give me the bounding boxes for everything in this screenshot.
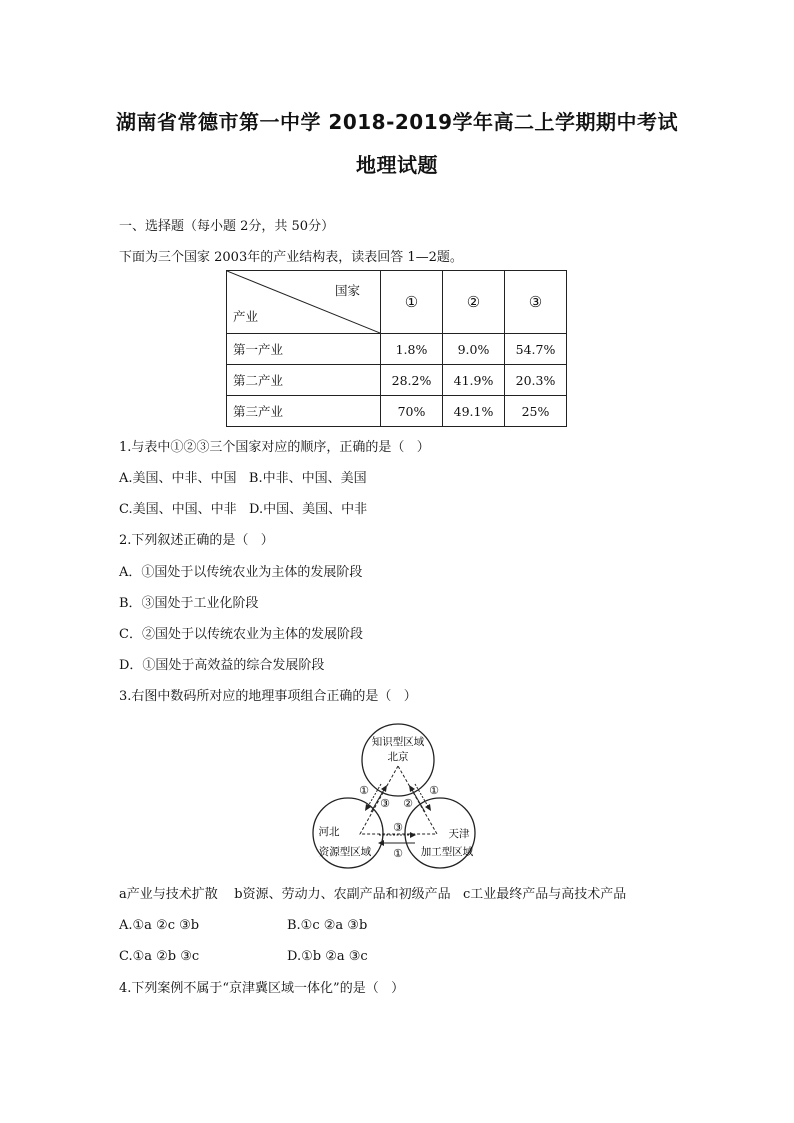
num-3-left: ③	[380, 797, 390, 810]
regional-relationship-diagram	[305, 722, 485, 874]
table-row	[227, 365, 567, 396]
industry-structure-table	[226, 270, 567, 427]
column-header: ③	[505, 271, 567, 334]
table-cell: 70%	[381, 396, 443, 427]
num-1-bottom: ①	[393, 847, 403, 860]
row-label: 第二产业	[227, 365, 381, 396]
header-country: 国家	[334, 283, 360, 298]
question-2-option-c: C．②国处于以传统农业为主体的发展阶段	[119, 627, 363, 642]
table-header-row	[227, 271, 567, 334]
table-cell: 9.0%	[443, 334, 505, 365]
question-2-option-a: A．①国处于以传统农业为主体的发展阶段	[119, 565, 363, 580]
question-1-options-cd: C.美国、中国、中非 D.中国、美国、中非	[119, 502, 368, 517]
question-2-stem: 2.下列叙述正确的是（ ）	[119, 533, 274, 548]
table-cell: 25%	[505, 396, 567, 427]
tianjin-label-2: 加工型区域	[420, 846, 474, 858]
question-1-options-ab: A.美国、中非、中国 B.中非、中国、美国	[119, 471, 367, 486]
beijing-label-1: 知识型区域	[371, 736, 425, 748]
hebei-label-1: 河北	[318, 826, 340, 838]
row-label: 第三产业	[227, 396, 381, 427]
num-1-left: ①	[359, 784, 369, 797]
question-3-legend: a产业与技术扩散 b资源、劳动力、农副产品和初级产品 c工业最终产品与高技术产品	[119, 887, 627, 902]
question-3-option-a: A.①a ②c ③b	[119, 918, 200, 933]
hebei-label-2: 资源型区域	[318, 846, 372, 858]
row-label: 第一产业	[227, 334, 381, 365]
num-2-right: ②	[403, 797, 413, 810]
num-1-right: ①	[429, 784, 439, 797]
table-row	[227, 396, 567, 427]
question-4-stem: 4.下列案例不属于“京津冀区域一体化”的是（ ）	[119, 981, 405, 996]
question-3-option-c: C.①a ②b ③c	[119, 949, 200, 964]
table-row	[227, 334, 567, 365]
column-header: ①	[381, 271, 443, 334]
question-1-stem: 1.与表中①②③三个国家对应的顺序，正确的是（ ）	[119, 440, 430, 455]
header-industry: 产业	[233, 309, 259, 324]
section-heading: 一、选择题（每小题 2分，共 50分）	[119, 219, 335, 234]
table-cell: 28.2%	[381, 365, 443, 396]
table-cell: 1.8%	[381, 334, 443, 365]
table-cell: 54.7%	[505, 334, 567, 365]
question-2-option-b: B．③国处于工业化阶段	[119, 596, 259, 611]
table-corner-header	[227, 271, 381, 334]
num-3-bottom: ③	[393, 821, 403, 834]
table-cell: 20.3%	[505, 365, 567, 396]
question-3-stem: 3.右图中数码所对应的地理事项组合正确的是（ ）	[119, 689, 417, 704]
table-cell: 49.1%	[443, 396, 505, 427]
question-3-option-b: B.①c ②a ③b	[287, 918, 368, 933]
question-2-option-d: D．①国处于高效益的综合发展阶段	[119, 658, 325, 673]
column-header: ②	[443, 271, 505, 334]
beijing-label-2: 北京	[387, 751, 409, 763]
table-intro: 下面为三个国家 2003年的产业结构表，读表回答 1—2题。	[119, 250, 463, 265]
document-title: 湖南省常德市第一中学 2018-2019学年高二上学期期中考试	[115, 110, 679, 134]
document-subtitle: 地理试题	[356, 153, 438, 177]
question-3-option-d: D.①b ②a ③c	[287, 949, 368, 964]
table-cell: 41.9%	[443, 365, 505, 396]
tianjin-label-1: 天津	[448, 828, 470, 840]
